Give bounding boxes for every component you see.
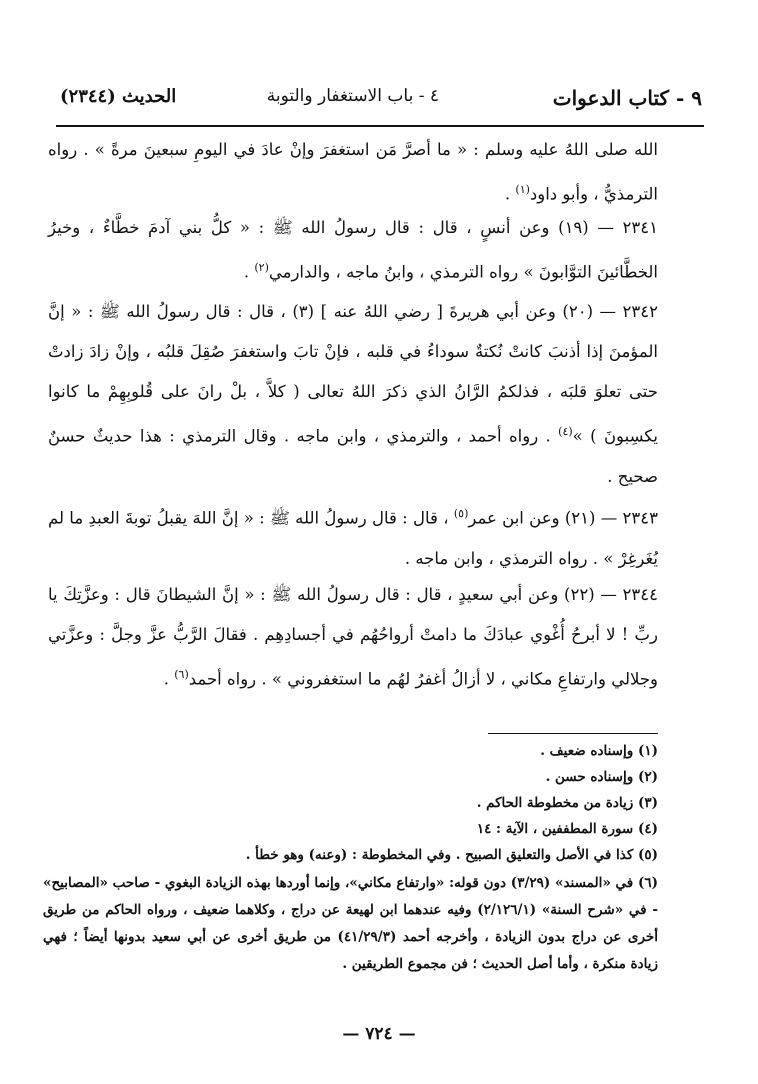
footnote-1: (١) وإسناده ضعيف . xyxy=(540,743,658,759)
paragraph-continuation xyxy=(48,130,658,215)
hadith-2343 xyxy=(48,494,658,579)
hadith-2342 xyxy=(48,292,658,497)
header-rule xyxy=(56,125,704,127)
footnote-ref: (٦) xyxy=(174,668,189,681)
footnote-ref: (٢) xyxy=(254,261,269,274)
paragraph-tail: ، قال : قال رسولُ الله ﷺ : « إنَّ اللهَ يقبلُ توبةَ العبدِ ما لم يُغَرغِرْ » . رواه الترمذي ، وابن ماجه . xyxy=(48,508,658,568)
footnote-4: (٤) سورة المطففين ، الآية : ١٤ xyxy=(476,821,658,837)
paragraph-text: ٢٣٤٤ — (٢٢) وعن أبي سعيدٍ ، قال : قال رسولُ الله ﷺ : « إنَّ الشيطانَ قال : وعزَّتِكَ يا ربِّ ! لا أبرحُ أُغْوي عبادَكَ ما دامتْ أرواحُهُم في أجسادِهِم . فقالَ الرَّبُّ عزَّ وجلَّ : وعزَّتي وجلالي وارتفاعِ مكاني ، لا أزالُ أغفرُ لهُم ما استغفروني » . رواه أحمد xyxy=(48,585,658,689)
footnote-5: (٥) كذا في الأصل والتعليق الصبيح . وفي المخطوطة : (وعنه) وهو خطأ . xyxy=(245,847,658,863)
hadith-range: الحديث (٢٣٤٤) xyxy=(60,86,177,107)
running-header xyxy=(56,82,704,122)
paragraph-tail: . xyxy=(243,262,255,282)
footnote-2: (٢) وإسناده حسن . xyxy=(545,769,658,785)
page-number: — ٧٢٤ — xyxy=(342,1024,416,1044)
paragraph-text: ٢٣٤٣ — (٢١) وعن ابن عمر xyxy=(468,508,658,528)
paragraph-tail: . رواه أحمد ، والترمذي ، وابن ماجه . وقال الترمذي : هذا حديثٌ حسنٌ صحيح . xyxy=(48,426,658,486)
footnote-ref: (١) xyxy=(515,183,530,196)
paragraph-text: الله صلى اللهُ عليه وسلم : « ما أصرَّ مَن استغفرَ وإنْ عادَ في اليومِ سبعينَ مرةً » . رواه الترمذيُّ ، وأبو داود xyxy=(48,140,658,204)
chapter-title: ٤ - باب الاستغفار والتوبة xyxy=(266,86,439,106)
paragraph-text: ٢٣٤٢ — (٢٠) وعن أبي هريرةَ [ رضي اللهُ عنه ] (٣) ، قال : قال رسولُ الله ﷺ : « إنَّ المؤمنَ إذا أذنبَ كانتْ نُكتةٌ سوداءُ في قلبه ، فإنْ تابَ واستغفرَ صُقِلَ قلبُه ، وإنْ زادَ زادتْ حتى تعلوَ قلبَه ، فذلكمُ الرَّانُ الذي ذكرَ اللهُ تعالى ( كلاَّ ، بلْ رانَ على قُلوبِهِمْ ما كانوا يكسِبونَ ) » xyxy=(48,302,658,446)
footnote-ref: (٥) xyxy=(453,507,469,520)
hadith-2341 xyxy=(48,208,658,293)
paragraph-text: ٢٣٤١ — (١٩) وعن أنسٍ ، قال : قال رسولُ الله ﷺ : « كلُّ بني آدمَ خطَّاءٌ ، وخيرُ الخطَّائينَ التوَّابونَ » رواه الترمذي ، وابنُ ماجه ، والدارمي xyxy=(48,218,658,282)
footnote-3: (٣) زيادة من مخطوطة الحاكم . xyxy=(476,795,658,811)
paragraph-tail: . xyxy=(504,184,516,204)
footnote-rule xyxy=(488,733,658,734)
footnote-6: (٦) في «المسند» (٣/٢٩) دون قوله: «وارتفاع مكاني»، وإنما أوردها بهذه الزيادة البغوي - صاحب «المصابيح» - في «شرح السنة» (٢/١٢٦/١) وفيه عندهما ابن لهيعة عن دراج ، وكلاهما ضعيف ، ورواه الحاكم من طريق أخرى عن دراج بدون الزيادة ، وأخرجه أحمد (٤١/٢٩/٣) من طريق أخرى عن أبي سعيد بدونها أيضاً ؛ فهي زيادة منكرة ، وأما أصل الحديث ؛ فن مجموع الطريقين . xyxy=(43,875,658,972)
book-title: ٩ - كتاب الدعوات xyxy=(552,86,702,110)
paragraph-tail: . xyxy=(163,669,175,689)
hadith-2344 xyxy=(48,575,658,700)
footnote-ref: (٤) xyxy=(558,425,573,438)
